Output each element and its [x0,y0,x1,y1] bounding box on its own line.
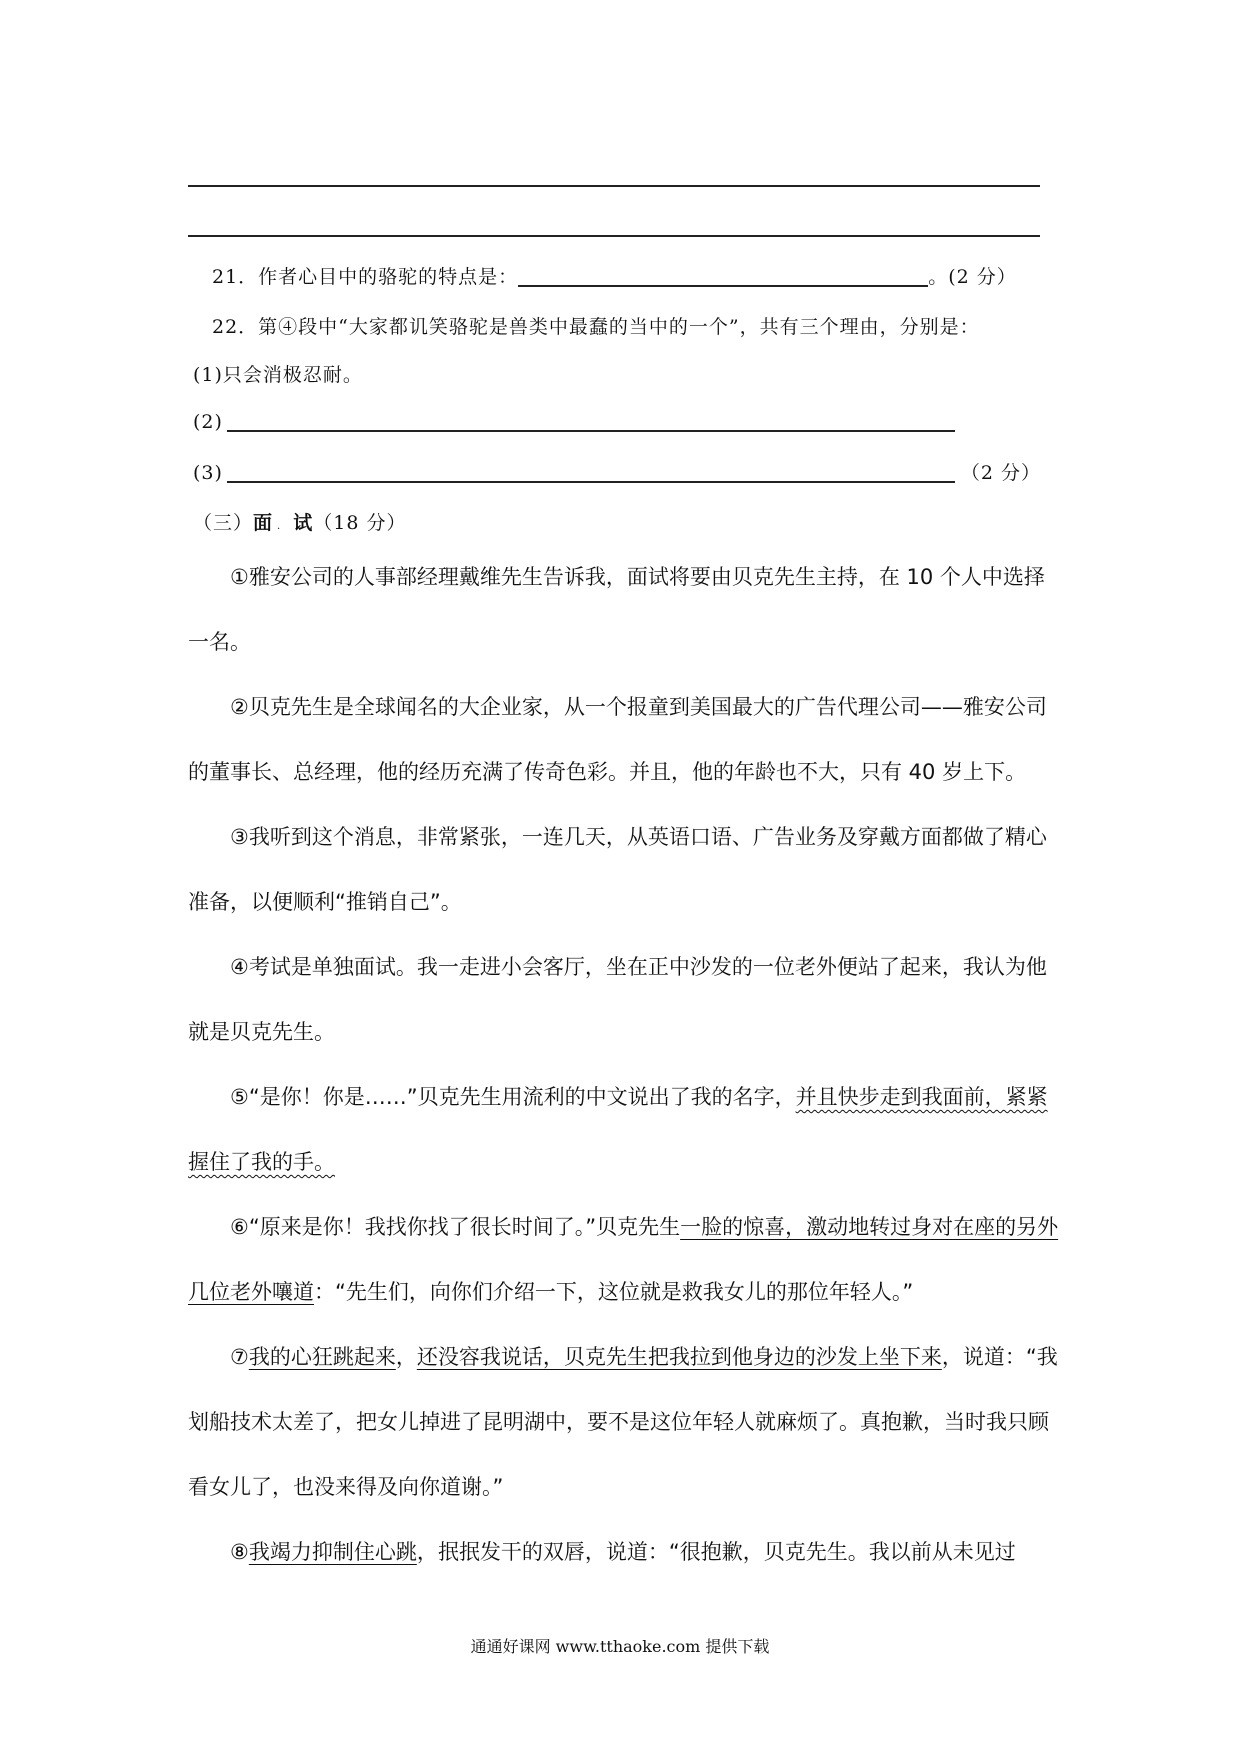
paragraph-5-wavy-underline: 并且快步走到我面前，紧紧握住了我的手。 [188,1085,1048,1174]
section-heading: （三）面 . 试（18 分） [193,512,407,534]
answer-line-1 [188,185,1040,187]
paragraph-5-text: ⑤“是你！你是……”贝克先生用流利的中文说出了我的名字， [230,1085,796,1109]
paragraph-6-text-c: ：“先生们，向你们介绍一下，这位就是救我女儿的那位年轻人。” [314,1280,914,1304]
section-score: （18 分） [313,512,407,534]
paragraph-8-num: ⑧ [230,1540,249,1564]
paragraph-7-underline-1: 我的心狂跳起来 [248,1345,396,1369]
question-21-text: 21．作者心目中的骆驼的特点是： [212,266,519,288]
paragraph-1: ①雅安公司的人事部经理戴维先生告诉我，面试将要由贝克先生主持，在 10 个人中选择一名。 [188,565,1045,654]
question-22-item-2 [193,410,955,433]
question-22-item-3 [193,458,1041,485]
answer-line-2 [188,235,1040,237]
section-prefix: （三） [193,512,254,534]
paragraph-7-underline-2: 还没容我说话，贝克先生把我拉到他身边的沙发上坐下来 [416,1345,942,1369]
paragraph-7-num: ⑦ [230,1345,249,1369]
question-21-blank[interactable] [518,265,928,287]
paragraph-6 [188,1195,1063,1325]
page-footer: 通通好课网 www.tthaoke.com 提供下载 [470,1637,770,1656]
paragraph-7-comma: ， [395,1345,417,1369]
question-22-score: （2 分） [960,462,1042,484]
question-22: 22．第④段中“大家都讥笑骆驼是兽类中最蠢的当中的一个”，共有三个理由，分别是： [212,316,980,338]
question-22-item-2-blank[interactable] [227,410,955,432]
paragraph-3: ③我听到这个消息，非常紧张，一连几天，从英语口语、广告业务及穿戴方面都做了精心准备，以便顺利“推销自己”。 [188,825,1047,914]
question-22-item-2-label: (2) [193,411,223,433]
paragraph-8-underline: 我竭力抑制住心跳 [248,1540,417,1564]
question-21-score: 。(2 分） [928,266,1017,288]
paragraph-6-underline: 一脸的惊喜，激动地转过身对在座的另外几位老外嚷道 [188,1215,1059,1304]
paragraph-7-text: ，说道：“我划船技术太差了，把女儿掉进了昆明湖中，要不是这位年轻人就麻烦了。真抱歉，当时我只顾看女儿了，也没来得及向你道谢。” [188,1345,1058,1499]
paragraph-7 [188,1325,1063,1520]
question-22-item-3-blank[interactable] [227,461,955,483]
paragraph-8 [188,1520,1063,1585]
question-21 [212,262,1017,289]
question-22-item-3-label: (3) [193,462,223,484]
paragraph-5 [188,1065,1063,1195]
section-title-a: 面 [253,512,274,534]
paragraph-2: ②贝克先生是全球闻名的大企业家，从一个报童到美国最大的广告代理公司——雅安公司的董事长、总经理，他的经历充满了传奇色彩。并且，他的年龄也不大，只有 40 岁上下。 [188,695,1047,784]
section-title-b: 试 [293,512,314,534]
question-22-item-1: (1)只会消极忍耐。 [193,364,363,386]
paragraph-4: ④考试是单独面试。我一走进小会客厅，坐在正中沙发的一位老外便站了起来，我认为他就是贝克先生。 [188,955,1047,1044]
paragraph-6-text-a: ⑥“原来是你！我找你找了很长时间了。”贝克先生 [230,1215,681,1239]
paragraph-8-text: ，抿抿发干的双唇，说道：“很抱歉，贝克先生。我以前从未见过 [416,1540,1016,1564]
